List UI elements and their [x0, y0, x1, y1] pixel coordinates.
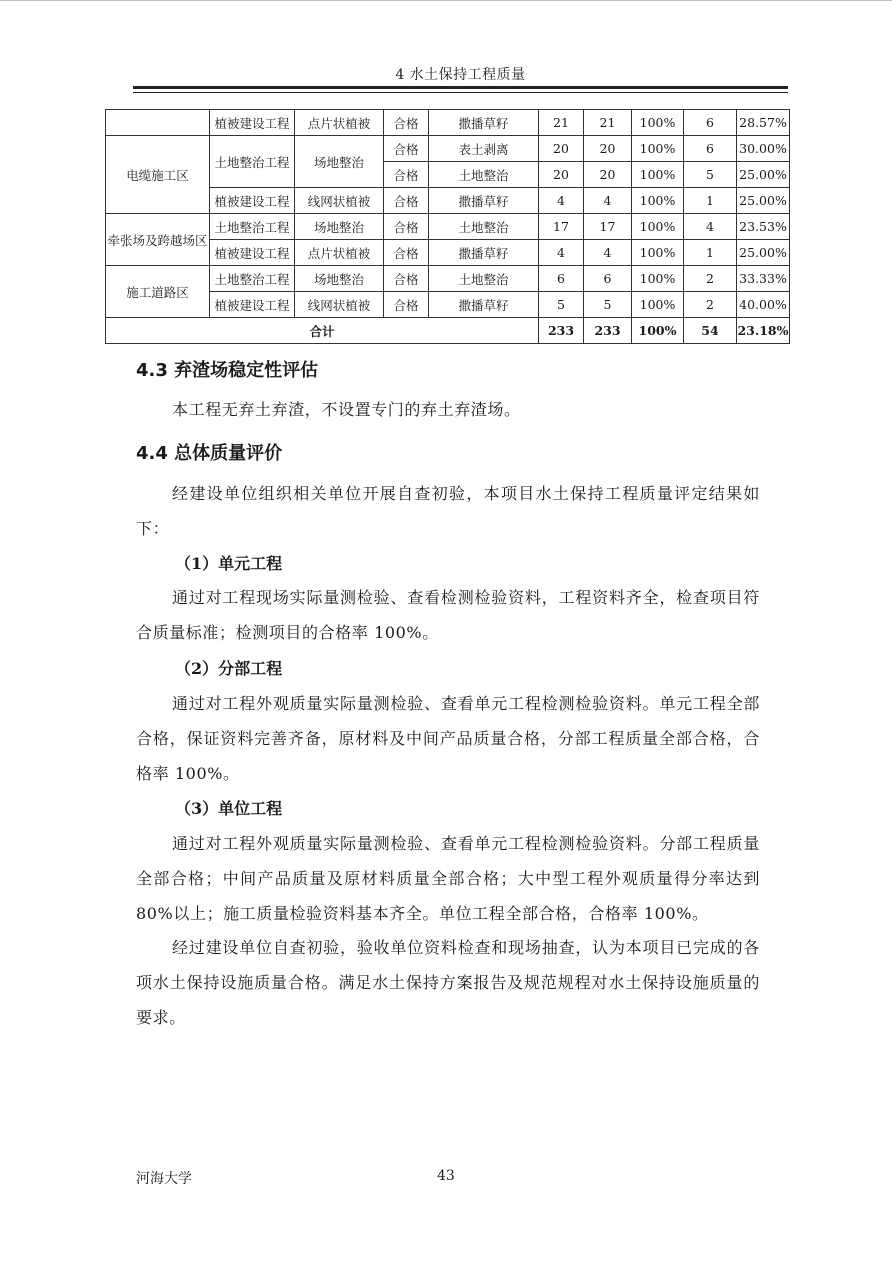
subsection-2-text: 通过对工程外观质量实际量测检验、查看单元工程检测检验资料。单元工程全部合格，保证资料完善齐备，原材料及中间产品质量合格，分部工程质量全部合格，合格率 100%。 — [136, 694, 760, 783]
table-cell-pct: 23.53% — [737, 214, 790, 240]
page-top-border — [0, 0, 892, 1]
table-cell-sub: 点片状植被 — [295, 110, 384, 136]
table-cell-pct: 25.00% — [737, 162, 790, 188]
table-cell-item: 土地整治 — [429, 214, 539, 240]
footer-institution: 河海大学 — [136, 1171, 192, 1187]
table-cell-n1: 4 — [539, 240, 584, 266]
table-cell-n2: 17 — [584, 214, 632, 240]
running-header: 4 水土保持工程质量 — [395, 67, 526, 83]
page-number: 43 — [437, 1168, 455, 1184]
table-cell-item: 撒播草籽 — [429, 110, 539, 136]
table-cell-n2: 20 — [584, 162, 632, 188]
table-cell-rate: 100% — [632, 240, 684, 266]
table-cell-n3: 4 — [684, 214, 737, 240]
table-cell-n3: 2 — [684, 266, 737, 292]
table-cell-rate: 100% — [632, 110, 684, 136]
table-total-n3: 54 — [684, 318, 737, 344]
table-cell-result: 合格 — [384, 214, 429, 240]
table-cell-n3: 1 — [684, 240, 737, 266]
quality-assessment-table — [105, 109, 790, 344]
table-cell-n2: 4 — [584, 188, 632, 214]
table-cell-pct: 33.33% — [737, 266, 790, 292]
table-total-label: 合计 — [106, 318, 539, 344]
table-row — [106, 136, 790, 162]
table-cell-n1: 4 — [539, 188, 584, 214]
table-cell-n1: 20 — [539, 136, 584, 162]
table-cell-n2: 5 — [584, 292, 632, 318]
table-cell-n1: 21 — [539, 110, 584, 136]
table-cell-n2: 21 — [584, 110, 632, 136]
table-cell-n3: 5 — [684, 162, 737, 188]
table-cell-n3: 6 — [684, 136, 737, 162]
table-row — [106, 266, 790, 292]
table-cell-sub: 线网状植被 — [295, 292, 384, 318]
table-cell-unit: 土地整治工程 — [210, 136, 295, 188]
table-cell-area: 施工道路区 — [106, 266, 210, 318]
section-4-3-heading: 4.3 弃渣场稳定性评估 — [136, 360, 319, 381]
table-cell-item: 撒播草籽 — [429, 240, 539, 266]
table-cell-pct: 25.00% — [737, 240, 790, 266]
table-row — [106, 214, 790, 240]
table-cell-n1: 5 — [539, 292, 584, 318]
table-total-rate: 100% — [632, 318, 684, 344]
subsection-3-heading: （3）单位工程 — [175, 799, 283, 818]
table-cell-sub: 场地整治 — [295, 214, 384, 240]
table-total-row — [106, 318, 790, 344]
table-cell-n2: 20 — [584, 136, 632, 162]
table-cell-unit: 植被建设工程 — [210, 240, 295, 266]
table-cell-rate: 100% — [632, 162, 684, 188]
table-cell-result: 合格 — [384, 110, 429, 136]
table-cell-pct: 40.00% — [737, 292, 790, 318]
table-cell-unit: 土地整治工程 — [210, 214, 295, 240]
table-cell-n2: 4 — [584, 240, 632, 266]
table-cell-area: 牵张场及跨越场区 — [106, 214, 210, 266]
section-4-4-heading: 4.4 总体质量评价 — [136, 443, 283, 464]
table-cell-sub: 线网状植被 — [295, 188, 384, 214]
table-cell-unit: 植被建设工程 — [210, 110, 295, 136]
table-cell-sub: 场地整治 — [295, 136, 384, 188]
table-cell-area — [106, 110, 210, 136]
table-cell-unit: 植被建设工程 — [210, 292, 295, 318]
table-cell-item: 表土剥离 — [429, 136, 539, 162]
table-total-n2: 233 — [584, 318, 632, 344]
table-cell-result: 合格 — [384, 266, 429, 292]
table-cell-rate: 100% — [632, 188, 684, 214]
table-cell-sub: 场地整治 — [295, 266, 384, 292]
table-cell-pct: 28.57% — [737, 110, 790, 136]
header-rule-thick — [133, 86, 788, 89]
table-cell-n1: 17 — [539, 214, 584, 240]
table-cell-item: 土地整治 — [429, 162, 539, 188]
table-row — [106, 110, 790, 136]
table-cell-n1: 6 — [539, 266, 584, 292]
header-rule-thin — [133, 92, 788, 93]
table-cell-n3: 6 — [684, 110, 737, 136]
table-cell-result: 合格 — [384, 292, 429, 318]
section-4-4-intro: 经建设单位组织相关单位开展自查初验，本项目水土保持工程质量评定结果如下： — [136, 484, 760, 538]
table-cell-n2: 6 — [584, 266, 632, 292]
table-cell-n1: 20 — [539, 162, 584, 188]
table-cell-unit: 土地整治工程 — [210, 266, 295, 292]
table-cell-item: 土地整治 — [429, 266, 539, 292]
table-cell-unit: 植被建设工程 — [210, 188, 295, 214]
table-cell-item: 撒播草籽 — [429, 292, 539, 318]
subsection-1-heading: （1）单元工程 — [175, 554, 283, 573]
table-cell-n3: 2 — [684, 292, 737, 318]
table-cell-result: 合格 — [384, 162, 429, 188]
table-cell-rate: 100% — [632, 214, 684, 240]
table-total-pct: 23.18% — [737, 318, 790, 344]
subsection-1-text: 通过对工程现场实际量测检验、查看检测检验资料，工程资料齐全，检查项目符合质量标准；检测项目的合格率 100%。 — [136, 588, 760, 642]
table-cell-rate: 100% — [632, 292, 684, 318]
table-cell-pct: 30.00% — [737, 136, 790, 162]
conclusion-paragraph: 经过建设单位自查初验，验收单位资料检查和现场抽查，认为本项目已完成的各项水土保持设施质量合格。满足水土保持方案报告及规范规程对水土保持设施质量的要求。 — [136, 938, 760, 1027]
table-cell-rate: 100% — [632, 136, 684, 162]
table-cell-pct: 25.00% — [737, 188, 790, 214]
table-total-n1: 233 — [539, 318, 584, 344]
table-cell-n3: 1 — [684, 188, 737, 214]
subsection-2-heading: （2）分部工程 — [175, 659, 283, 678]
section-4-3-text: 本工程无弃土弃渣，不设置专门的弃土弃渣场。 — [172, 400, 521, 419]
table-cell-item: 撒播草籽 — [429, 188, 539, 214]
subsection-3-text: 通过对工程外观质量实际量测检验、查看单元工程检测检验资料。分部工程质量全部合格；中间产品质量及原材料质量全部合格；大中型工程外观质量得分率达到 80%以上；施工质量检验资料基本齐全。单位工程全部合格，合格率 100%。 — [136, 834, 760, 923]
table-cell-result: 合格 — [384, 188, 429, 214]
table-cell-rate: 100% — [632, 266, 684, 292]
table-cell-area: 电缆施工区 — [106, 136, 210, 214]
table-cell-sub: 点片状植被 — [295, 240, 384, 266]
table-cell-result: 合格 — [384, 240, 429, 266]
table-cell-result: 合格 — [384, 136, 429, 162]
